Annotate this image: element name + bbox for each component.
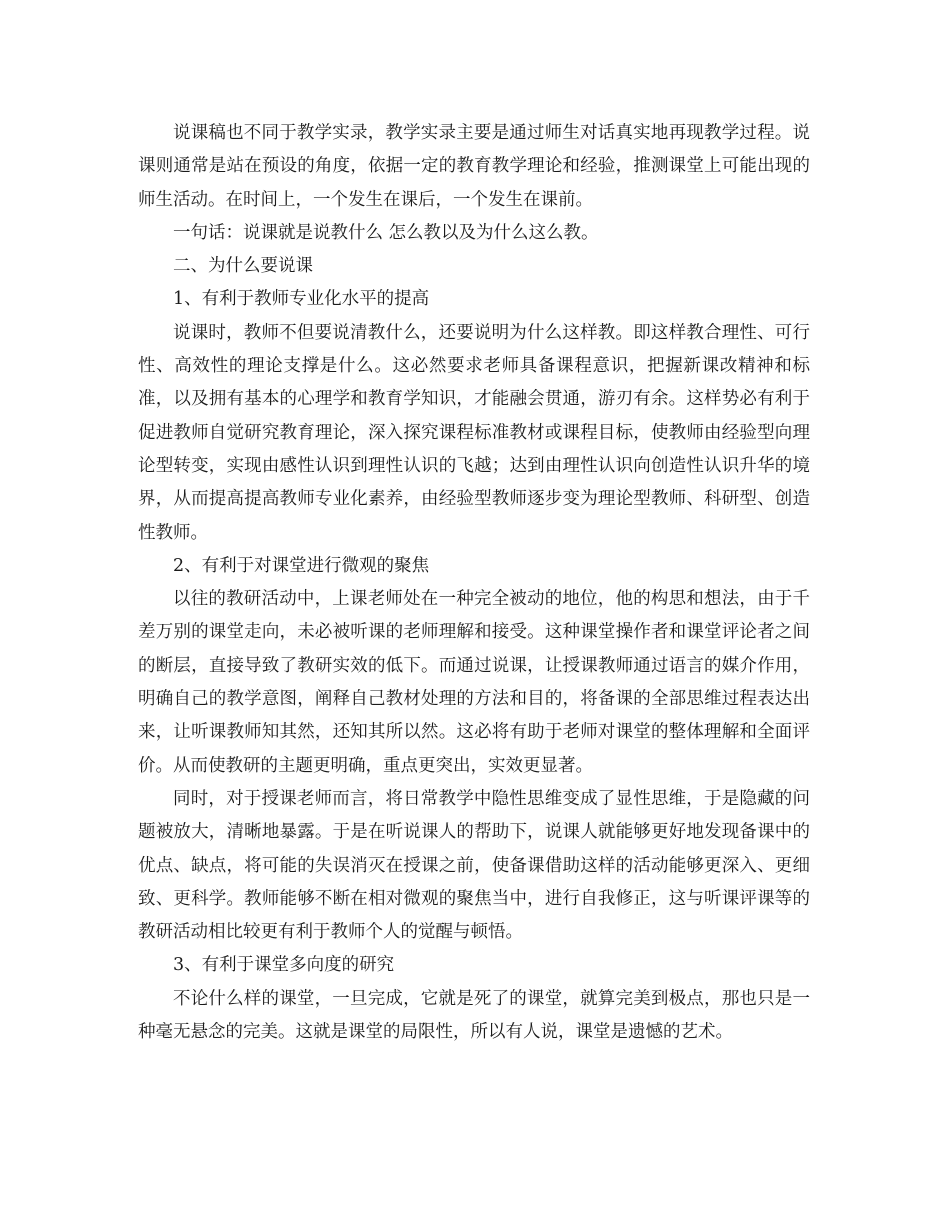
paragraph-classroom-limits: 不论什么样的课堂，一旦完成，它就是死了的课堂，就算完美到极点，那也只是一种毫无悬念的完美。这就是课堂的局限性，所以有人说，课堂是遗憾的艺术。 [138, 988, 810, 1043]
paragraph-implicit-thinking: 同时，对于授课老师而言，将日常教学中隐性思维变成了显性思维，于是隐藏的问题被放大，清晰地暴露。于是在听说课人的帮助下，说课人就能够更好地发现备课中的优点、缺点，将可能的失误消灭在授课之前，使备课借助这样的活动能够更深入、更细致、更科学。教师能够不断在相对微观的聚焦当中，进行自我修正，这与听课评课等的教研活动相比较更有利于教师个人的觉醒与顿悟。 [138, 788, 810, 943]
paragraph-professional: 说课时，教师不但要说清教什么，还要说明为什么这样教。即这样教合理性、可行性、高效性的理论支撑是什么。这必然要求老师具备课程意识，把握新课改精神和标准，以及拥有基本的心理学和教育学知识，才能融会贯通，游刃有余。这样势必有利于促进教师自觉研究教育理论，深入探究课程标准教材或课程目标，使教师由经验型向理论型转变，实现由感性认识到理性认识的飞越；达到由理性认识向创造性认识升华的境界，从而提高提高教师专业化素养，由经验型教师逐步变为理论型教师、科研型、创造性教师。 [138, 322, 810, 543]
paragraph-intro-difference: 说课稿也不同于教学实录，教学实录主要是通过师生对话真实地再现教学过程。说课则通常是站在预设的角度，依据一定的教育教学理论和经验，推测课堂上可能出现的师生活动。在时间上，一个发生在课后，一个发生在课前。 [138, 123, 810, 210]
subheading-1: 1、有利于教师专业化水平的提高 [173, 289, 430, 310]
subheading-2: 2、有利于对课堂进行微观的聚焦 [173, 555, 430, 576]
section-heading-why: 二、为什么要说课 [173, 256, 313, 277]
paragraph-summary: 一句话：说课就是说教什么 怎么教以及为什么这么教。 [173, 222, 599, 243]
document-body [138, 117, 810, 1049]
paragraph-micro-focus: 以往的教研活动中，上课老师处在一种完全被动的地位，他的构思和想法，由于千差万别的课堂走向，未必被听课的老师理解和接受。这种课堂操作者和课堂评论者之间的断层，直接导致了教研实效的低下。而通过说课，让授课教师通过语言的媒介作用，明确自己的教学意图，阐释自己教材处理的方法和目的，将备课的全部思维过程表达出来，让听课教师知其然，还知其所以然。这必将有助于老师对课堂的整体理解和全面评价。从而使教研的主题更明确，重点更突出，实效更显著。 [138, 589, 810, 776]
subheading-3: 3、有利于课堂多向度的研究 [173, 955, 395, 976]
